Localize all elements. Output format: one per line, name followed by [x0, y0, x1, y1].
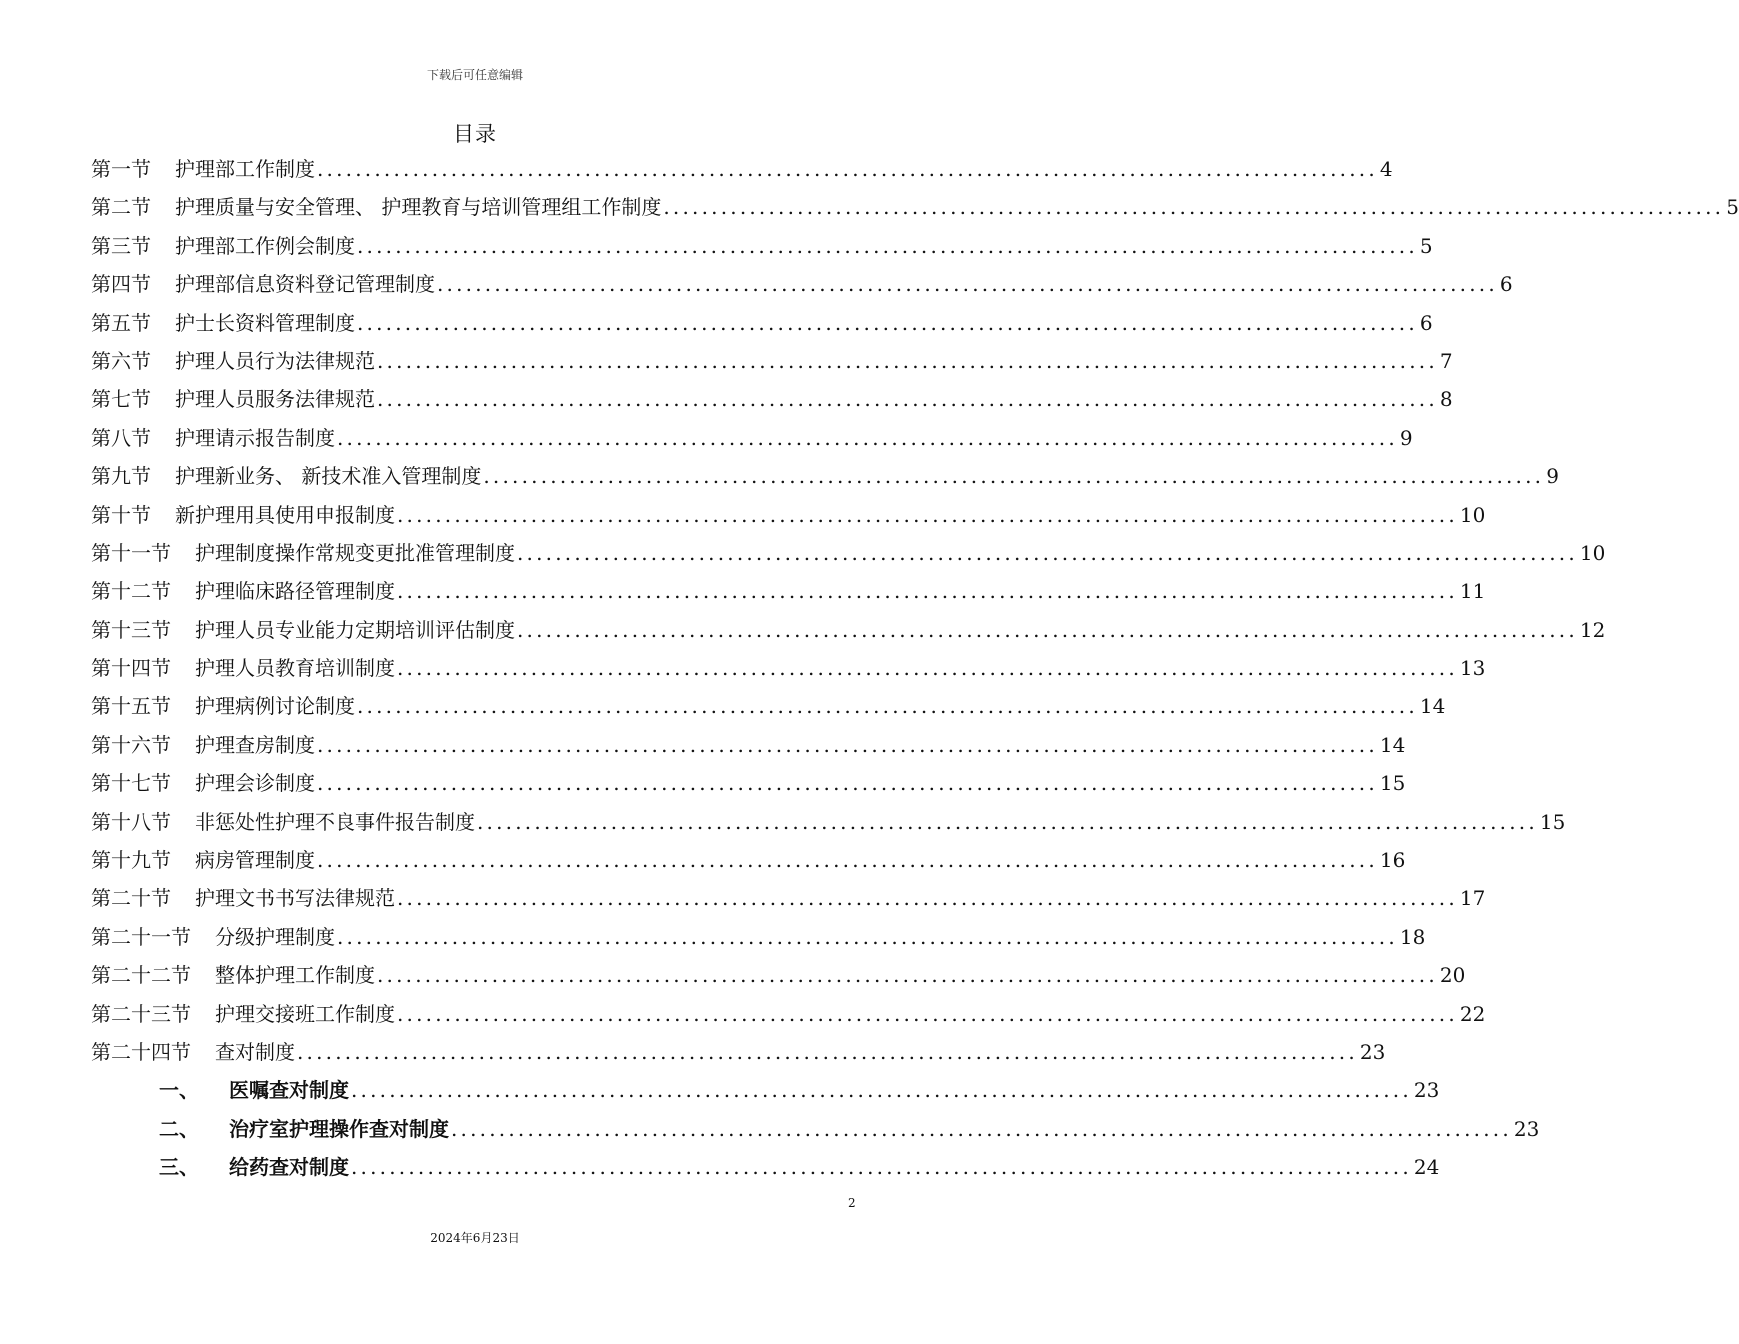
toc-leader-dots: ............................................................................................................... — [437, 272, 1498, 297]
toc-section-number: 第十八节 — [91, 809, 171, 834]
toc-section-number: 第七节 — [91, 387, 151, 412]
toc-entry[interactable] — [91, 998, 1486, 1036]
toc-leader-dots: ............................................................................................................... — [337, 425, 1398, 450]
toc-page-number: 6 — [1499, 272, 1513, 297]
toc-section-number: 第十五节 — [91, 694, 171, 719]
toc-entry-title: 查对制度 — [215, 1039, 295, 1064]
toc-page-number: 10 — [1579, 540, 1606, 565]
toc-leader-dots: ............................................................................................................... — [517, 540, 1578, 565]
toc-leader-dots: ............................................................................................................... — [377, 387, 1438, 412]
footer-date: 2024年6月23日 — [430, 1231, 520, 1245]
toc-section-number: 第十二节 — [91, 579, 171, 604]
toc-leader-dots: ............................................................................................................... — [397, 886, 1458, 911]
toc-section-number: 第二十二节 — [91, 963, 191, 988]
toc-section-number: 二、 — [159, 1116, 199, 1141]
toc-subentry[interactable] — [91, 1151, 1440, 1189]
toc-page-number: 22 — [1459, 1001, 1486, 1026]
toc-entry-title: 护理质量与安全管理、 护理教育与培训管理组工作制度 — [175, 195, 662, 220]
toc-entry-title: 护理交接班工作制度 — [215, 1001, 395, 1026]
toc-section-number: 第五节 — [91, 310, 151, 335]
toc-page-number: 15 — [1539, 809, 1566, 834]
toc-leader-dots: ............................................................................................................... — [317, 771, 1378, 796]
toc-entry-title: 护理人员专业能力定期培训评估制度 — [195, 617, 515, 642]
toc-section-number: 第八节 — [91, 425, 151, 450]
toc-entry[interactable] — [91, 614, 1606, 652]
toc-page-number: 8 — [1439, 387, 1453, 412]
toc-entry[interactable] — [91, 345, 1453, 383]
toc-entry[interactable] — [91, 230, 1433, 268]
toc-leader-dots: ............................................................................................................... — [351, 1078, 1412, 1103]
toc-title: 目录 — [453, 122, 497, 146]
toc-leader-dots: ............................................................................................................... — [451, 1116, 1512, 1141]
toc-subentry[interactable] — [91, 1113, 1540, 1151]
toc-entry-title: 给药查对制度 — [229, 1155, 349, 1180]
toc-section-number: 第十六节 — [91, 732, 171, 757]
toc-entry-title: 医嘱查对制度 — [229, 1078, 349, 1103]
toc-subentry[interactable] — [91, 1074, 1440, 1112]
toc-entry[interactable] — [91, 383, 1453, 421]
toc-entry[interactable] — [91, 652, 1486, 690]
toc-entry-title: 护理新业务、 新技术准入管理制度 — [175, 464, 482, 489]
toc-section-number: 第四节 — [91, 272, 151, 297]
toc-section-number: 第六节 — [91, 348, 151, 373]
toc-section-number: 第十三节 — [91, 617, 171, 642]
toc-section-number: 第十四节 — [91, 656, 171, 681]
toc-page-number: 14 — [1419, 694, 1446, 719]
toc-entry-title: 病房管理制度 — [195, 848, 315, 873]
toc-section-number: 三、 — [159, 1155, 199, 1180]
toc-page-number: 23 — [1413, 1078, 1440, 1103]
toc-page-number: 10 — [1459, 502, 1486, 527]
toc-leader-dots: ............................................................................................................... — [317, 157, 1378, 181]
toc-page-number: 6 — [1419, 310, 1433, 335]
toc-section-number: 第二十三节 — [91, 1001, 191, 1026]
toc-entry-title: 护理查房制度 — [195, 732, 315, 757]
toc-leader-dots: ............................................................................................................... — [477, 809, 1538, 834]
toc-page-number: 24 — [1413, 1155, 1440, 1180]
toc-entry-title: 护理制度操作常规变更批准管理制度 — [195, 540, 515, 565]
toc-page-number: 7 — [1439, 348, 1453, 373]
toc-leader-dots: ............................................................................................................... — [397, 502, 1458, 527]
toc-page-number: 15 — [1379, 771, 1406, 796]
toc-entry-title: 非惩处性护理不良事件报告制度 — [195, 809, 475, 834]
toc-entry-title: 整体护理工作制度 — [215, 963, 375, 988]
toc-entry[interactable] — [91, 959, 1466, 997]
toc-page-number: 20 — [1439, 963, 1466, 988]
toc-section-number: 第一节 — [91, 157, 151, 181]
toc-leader-dots: ............................................................................................................... — [317, 848, 1378, 873]
toc-entry[interactable] — [91, 690, 1446, 728]
toc-leader-dots: ............................................................................................................... — [357, 310, 1418, 335]
toc-entry[interactable] — [91, 307, 1433, 345]
toc-page-number: 12 — [1579, 617, 1606, 642]
toc-entry-title: 新护理用具使用申报制度 — [175, 502, 395, 527]
toc-entry[interactable] — [91, 422, 1413, 460]
toc-section-number: 第二十四节 — [91, 1039, 191, 1064]
toc-leader-dots: ............................................................................................................... — [517, 617, 1578, 642]
toc-entry-title: 护理人员服务法律规范 — [175, 387, 375, 412]
toc-leader-dots: ............................................................................................................... — [397, 579, 1458, 604]
toc-leader-dots: ............................................................................................................... — [377, 963, 1438, 988]
toc-page-number: 16 — [1379, 848, 1406, 873]
toc-page-number: 9 — [1546, 464, 1559, 489]
toc-entry[interactable] — [91, 844, 1406, 882]
toc-page-number: 23 — [1513, 1116, 1540, 1141]
toc-page-number: 11 — [1459, 579, 1486, 604]
header-note: 下载后可任意编辑 — [426, 68, 523, 82]
page-number: 2 — [848, 1196, 856, 1210]
toc-section-number: 第二十节 — [91, 886, 171, 911]
toc-entry-title: 护理临床路径管理制度 — [195, 579, 395, 604]
toc-section-number: 一、 — [159, 1078, 199, 1103]
toc-section-number: 第十九节 — [91, 848, 171, 873]
toc-entry-title: 护理文书书写法律规范 — [195, 886, 395, 911]
toc-entry[interactable] — [91, 153, 1393, 191]
toc-page-number: 23 — [1359, 1039, 1386, 1064]
toc-page-number: 4 — [1379, 157, 1393, 181]
toc-section-number: 第十七节 — [91, 771, 171, 796]
toc-leader-dots: ............................................................................................................... — [397, 656, 1458, 681]
toc-entry-title: 治疗室护理操作查对制度 — [229, 1116, 449, 1141]
toc-entry-title: 护理病例讨论制度 — [195, 694, 355, 719]
toc-entry[interactable] — [91, 268, 1513, 306]
table-of-contents — [91, 153, 1739, 1190]
toc-entry-title: 护士长资料管理制度 — [175, 310, 355, 335]
toc-leader-dots: ............................................................................................................... — [377, 348, 1438, 373]
toc-entry-title: 护理人员教育培训制度 — [195, 656, 395, 681]
toc-entry[interactable] — [91, 729, 1406, 767]
toc-entry[interactable] — [91, 806, 1566, 844]
toc-section-number: 第二十一节 — [91, 924, 191, 949]
toc-page-number: 5 — [1726, 195, 1739, 220]
toc-entry-title: 护理人员行为法律规范 — [175, 348, 375, 373]
toc-entry[interactable] — [91, 460, 1559, 498]
toc-section-number: 第三节 — [91, 233, 151, 258]
toc-entry[interactable] — [91, 537, 1606, 575]
toc-page-number: 13 — [1459, 656, 1486, 681]
toc-section-number: 第九节 — [91, 464, 151, 489]
toc-entry-title: 分级护理制度 — [215, 924, 335, 949]
toc-page-number: 17 — [1459, 886, 1486, 911]
toc-section-number: 第二节 — [91, 195, 151, 220]
toc-section-number: 第十一节 — [91, 540, 171, 565]
toc-page-number: 5 — [1419, 233, 1433, 258]
toc-leader-dots: ............................................................................................................... — [663, 195, 1725, 220]
toc-leader-dots: ............................................................................................................... — [397, 1001, 1458, 1026]
toc-entry[interactable] — [91, 921, 1426, 959]
toc-entry-title: 护理部工作例会制度 — [175, 233, 355, 258]
toc-section-number: 第十节 — [91, 502, 151, 527]
toc-leader-dots: ............................................................................................................... — [351, 1155, 1412, 1180]
toc-entry[interactable] — [91, 575, 1486, 613]
toc-page-number: 18 — [1399, 924, 1426, 949]
toc-leader-dots: ............................................................................................................... — [357, 233, 1418, 258]
toc-page-number: 9 — [1399, 425, 1413, 450]
toc-entry-title: 护理会诊制度 — [195, 771, 315, 796]
toc-leader-dots: ............................................................................................................... — [483, 464, 1545, 489]
toc-page-number: 14 — [1379, 732, 1406, 757]
toc-leader-dots: ............................................................................................................... — [357, 694, 1418, 719]
toc-entry[interactable] — [91, 1036, 1386, 1074]
toc-entry-title: 护理请示报告制度 — [175, 425, 335, 450]
toc-entry[interactable] — [91, 191, 1739, 229]
toc-entry-title: 护理部工作制度 — [175, 157, 315, 181]
toc-leader-dots: ............................................................................................................... — [297, 1039, 1358, 1064]
toc-leader-dots: ............................................................................................................... — [337, 924, 1398, 949]
toc-entry[interactable] — [91, 767, 1406, 805]
toc-entry-title: 护理部信息资料登记管理制度 — [175, 272, 435, 297]
toc-entry[interactable] — [91, 499, 1486, 537]
toc-leader-dots: ............................................................................................................... — [317, 732, 1378, 757]
toc-entry[interactable] — [91, 882, 1486, 920]
